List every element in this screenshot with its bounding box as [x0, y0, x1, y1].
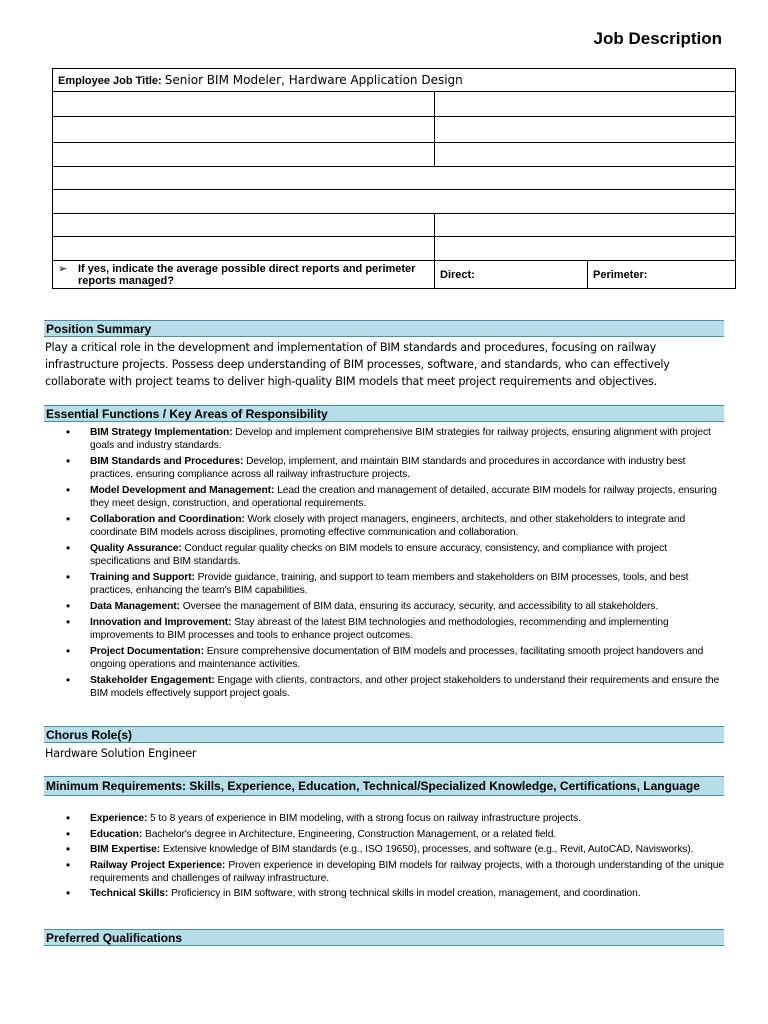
empty-cell	[53, 167, 736, 190]
list-item	[44, 484, 724, 510]
list-item-text: Oversee the management of BIM data, ensuring its accuracy, security, and accessibility to all stakeholders.	[179, 601, 659, 612]
direct-reports-cell: Direct:	[435, 261, 588, 289]
list-item-text: Lead the creation and management of detailed, accurate BIM models for railway projects, ensuring they meet design, construction, and operational requirements.	[90, 485, 717, 509]
list-item-term: Technical Skills:	[90, 888, 169, 900]
list-item-term: Innovation and Improvement:	[90, 617, 232, 628]
list-item-text: Develop, implement, and maintain BIM standards and procedures in accordance with industry best practices, ensuring compliance across all railway infrastructure projects.	[90, 456, 686, 480]
list-item	[44, 843, 724, 856]
chorus-roles-text: Hardware Solution Engineer	[45, 747, 197, 760]
list-item-text: Ensure comprehensive documentation of BIM models and processes, facilitating smooth project handovers and ongoing operations and maintenance activities.	[90, 646, 704, 670]
list-item	[44, 859, 724, 885]
empty-cell	[435, 92, 736, 117]
empty-cell	[435, 117, 736, 143]
job-title-label: Employee Job Title:	[58, 75, 162, 87]
list-item	[44, 828, 724, 841]
list-item	[44, 600, 724, 613]
list-item-term: Quality Assurance:	[90, 543, 182, 554]
empty-cell	[435, 237, 736, 261]
position-summary-heading: Position Summary	[44, 320, 724, 337]
perimeter-reports-cell: Perimeter:	[588, 261, 736, 289]
list-item-text: Proven experience in developing BIM models for railway projects, with a thorough understanding of the unique requirements and challenges of railway infrastructure.	[90, 859, 725, 884]
empty-cell	[53, 92, 435, 117]
document-title: Job Description	[593, 29, 722, 48]
arrow-bullet-icon: ➢	[58, 262, 68, 275]
list-item-text: Extensive knowledge of BIM standards (e.g., ISO 19650), processes, and software (e.g., Revit, AutoCAD, Navisworks).	[160, 844, 694, 856]
minimum-requirements-heading: Minimum Requirements: Skills, Experience, Education, Technical/Specialized Knowledge, Certifications, Language	[44, 776, 724, 796]
list-item	[44, 455, 724, 481]
list-item-text: Provide guidance, training, and support to team members and stakeholders on BIM processes, tools, and best practices, enhancing the team's BIM capabilities.	[90, 572, 689, 596]
list-item	[44, 571, 724, 597]
list-item-term: BIM Strategy Implementation:	[90, 427, 233, 438]
essential-functions-list	[44, 426, 724, 703]
list-item-term: Education:	[90, 828, 143, 840]
list-item-term: BIM Standards and Procedures:	[90, 456, 244, 467]
list-item	[44, 616, 724, 642]
list-item-text: Work closely with project managers, engineers, architects, and other stakeholders to integrate and coordinate BIM models across disciplines, promoting effective communication and collaboration.	[90, 514, 686, 538]
list-item-term: BIM Expertise:	[90, 844, 161, 856]
list-item-term: Project Documentation:	[90, 646, 204, 657]
minimum-requirements-list	[44, 812, 724, 903]
empty-cell	[53, 214, 435, 237]
empty-cell	[435, 143, 736, 167]
list-item	[44, 645, 724, 671]
list-item-term: Experience:	[90, 813, 148, 824]
position-summary-text: Play a critical role in the development and implementation of BIM standards and procedures, focusing on railway infrastructure projects. Possess deep understanding of BIM processes, software, and standards, who can effectively collaborate with project teams to deliver high-quality BIM models that meet project requirements and objectives.	[45, 341, 670, 388]
list-item-text: 5 to 8 years of experience in BIM modeling, with a strong focus on railway infrastructure projects.	[147, 813, 581, 824]
list-item	[44, 674, 724, 700]
list-item-text: Bachelor's degree in Architecture, Engineering, Construction Management, or a related field.	[142, 828, 557, 840]
empty-cell	[53, 143, 435, 167]
list-item-term: Collaboration and Coordination:	[90, 514, 245, 525]
list-item	[44, 513, 724, 539]
empty-cell	[53, 237, 435, 261]
list-item-text: Conduct regular quality checks on BIM models to ensure accuracy, consistency, and compliance with project specifications and BIM standards.	[90, 543, 667, 567]
employee-info-table	[52, 68, 736, 289]
reports-question-text: If yes, indicate the average possible direct reports and perimeter reports managed?	[78, 262, 416, 287]
essential-functions-heading: Essential Functions / Key Areas of Responsibility	[44, 405, 724, 422]
list-item-term: Stakeholder Engagement:	[90, 675, 215, 686]
list-item-term: Railway Project Experience:	[90, 859, 226, 871]
reports-question-cell	[53, 261, 435, 289]
list-item	[44, 812, 724, 825]
list-item-text: Stay abreast of the latest BIM technologies and methodologies, recommending and implementing improvements to BIM processes and tools to enhance project outcomes.	[90, 617, 669, 641]
chorus-roles-heading: Chorus Role(s)	[44, 726, 724, 743]
job-title-value: Senior BIM Modeler, Hardware Application Design	[164, 73, 463, 87]
list-item-text: Proficiency in BIM software, with strong technical skills in model creation, management, and coordination.	[168, 888, 641, 900]
empty-cell	[53, 190, 736, 214]
list-item-text: Develop and implement comprehensive BIM strategies for railway projects, ensuring alignment with project goals and industry standards.	[90, 427, 711, 451]
preferred-qualifications-heading: Preferred Qualifications	[44, 929, 724, 946]
empty-cell	[53, 117, 435, 143]
list-item	[44, 542, 724, 568]
empty-cell	[435, 214, 736, 237]
list-item	[44, 426, 724, 452]
list-item	[44, 887, 724, 900]
list-item-term: Model Development and Management:	[90, 485, 275, 496]
list-item-text: Engage with clients, contractors, and other project stakeholders to understand their requirements and ensure the BIM models effectively support project goals.	[90, 675, 720, 699]
list-item-term: Training and Support:	[90, 572, 195, 583]
list-item-term: Data Management:	[90, 601, 180, 612]
job-title-cell	[53, 69, 736, 92]
